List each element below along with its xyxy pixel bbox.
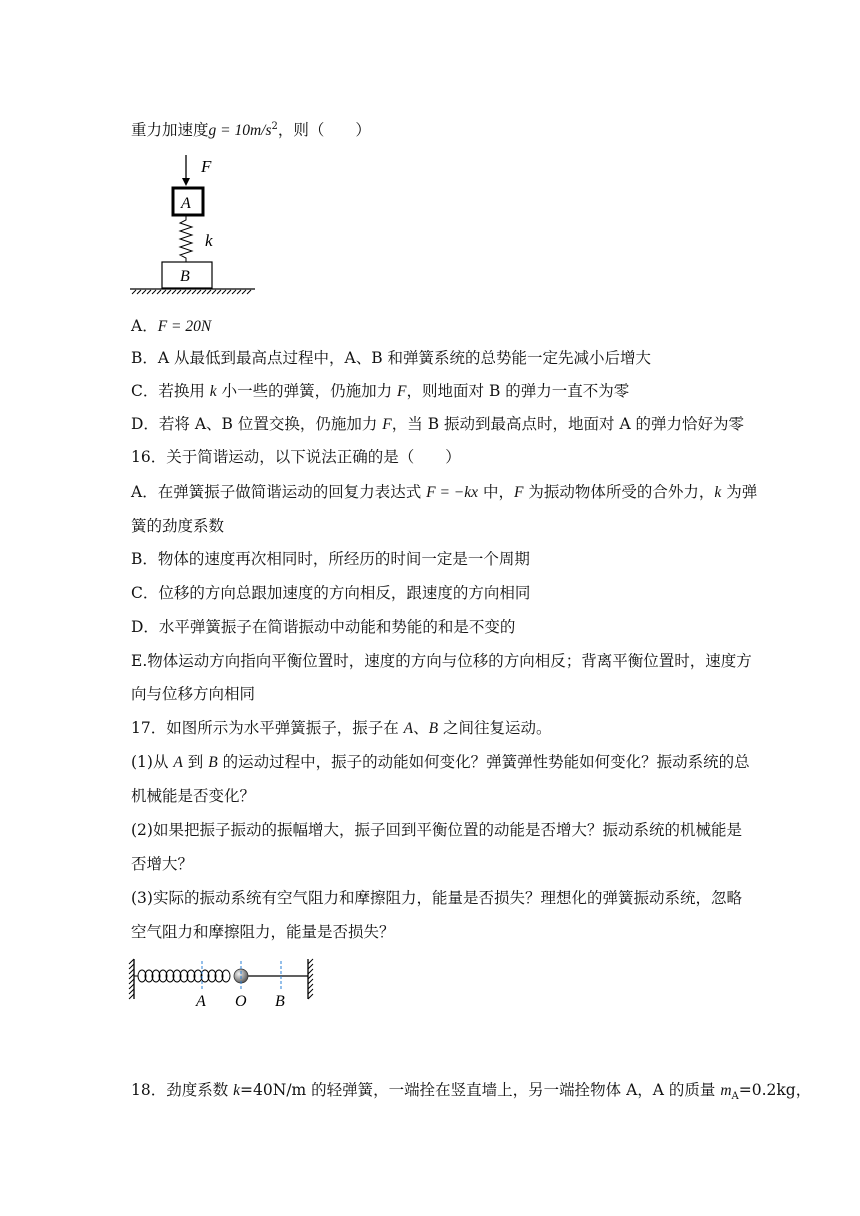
- q15-option-a: A．F = 20N: [131, 317, 212, 335]
- q17-part-1: (1)从 A 到 B 的运动过程中，振子的动能如何变化？弹簧弹性势能如何变化？振动系统的总: [131, 753, 750, 771]
- point-a-label: A: [196, 993, 206, 1010]
- intro-line: 重力加速度$g = 10m/s^2$，则（ ）: [131, 121, 371, 140]
- q17-stem: 17．如图所示为水平弹簧振子，振子在 A、B 之间往复运动。: [131, 719, 552, 737]
- q15-option-c: C．若换用 k 小一些的弹簧，仍施加力 F，则地面对 B 的弹力一直不为零: [131, 382, 630, 400]
- q17-part-1-cont: 机械能是否变化？: [131, 787, 256, 805]
- point-b-label: B: [275, 993, 285, 1010]
- horizontal-oscillator-figure: [126, 955, 326, 1015]
- q16-option-e: E.物体运动方向指向平衡位置时，速度的方向与位移的方向相反；背离平衡位置时，速度方: [131, 652, 752, 670]
- q16-option-a: A．在弹簧振子做简谐运动的回复力表达式 F = −kx 中，F 为振动物体所受的合外力，k 为弹: [131, 483, 758, 501]
- q16-option-e-cont: 向与位移方向相同: [131, 685, 256, 703]
- q16-option-a-cont: 簧的劲度系数: [131, 517, 225, 535]
- q16-option-b: B．物体的速度再次相同时，所经历的时间一定是一个周期: [131, 550, 530, 568]
- spring-k-label: k: [205, 231, 213, 250]
- q16-option-c: C．位移的方向总跟加速度的方向相反，跟速度的方向相同: [131, 584, 531, 602]
- force-label: F: [201, 157, 212, 176]
- q17-part-2: (2)如果把振子振动的振幅增大，振子回到平衡位置的动能是否增大？振动系统的机械能是: [131, 821, 742, 839]
- block-b-label: B: [180, 268, 190, 285]
- q16-stem: 16．关于简谐运动，以下说法正确的是（ ）: [131, 448, 461, 466]
- q15-option-d: D．若将 A、B 位置交换，仍施加力 F，当 B 振动到最高点时，地面对 A 的弹力恰好为零: [131, 415, 745, 433]
- block-a-label: A: [181, 195, 191, 212]
- spring-block-figure: [125, 150, 265, 298]
- gravity-formula: g = 10m/s: [208, 122, 272, 140]
- q18-stem: 18．劲度系数 k=40N/m 的轻弹簧，一端拴在竖直墙上，另一端拴物体 A，A 的质量 $m_A=0.2kg$，: [131, 1081, 812, 1103]
- q15-option-b: B．A 从最低到最高点过程中，A、B 和弹簧系统的总势能一定先减小后增大: [131, 349, 652, 367]
- q17-part-2-cont: 否增大？: [131, 855, 194, 873]
- q16-option-d: D．水平弹簧振子在简谐振动中动能和势能的和是不变的: [131, 618, 516, 636]
- q17-part-3: (3)实际的振动系统有空气阻力和摩擦阻力，能量是否损失？理想化的弹簧振动系统，忽略: [131, 889, 742, 907]
- gravity-exponent: 2: [271, 121, 278, 132]
- point-o-label: O: [235, 993, 247, 1010]
- q17-part-3-cont: 空气阻力和摩擦阻力，能量是否损失？: [131, 923, 395, 941]
